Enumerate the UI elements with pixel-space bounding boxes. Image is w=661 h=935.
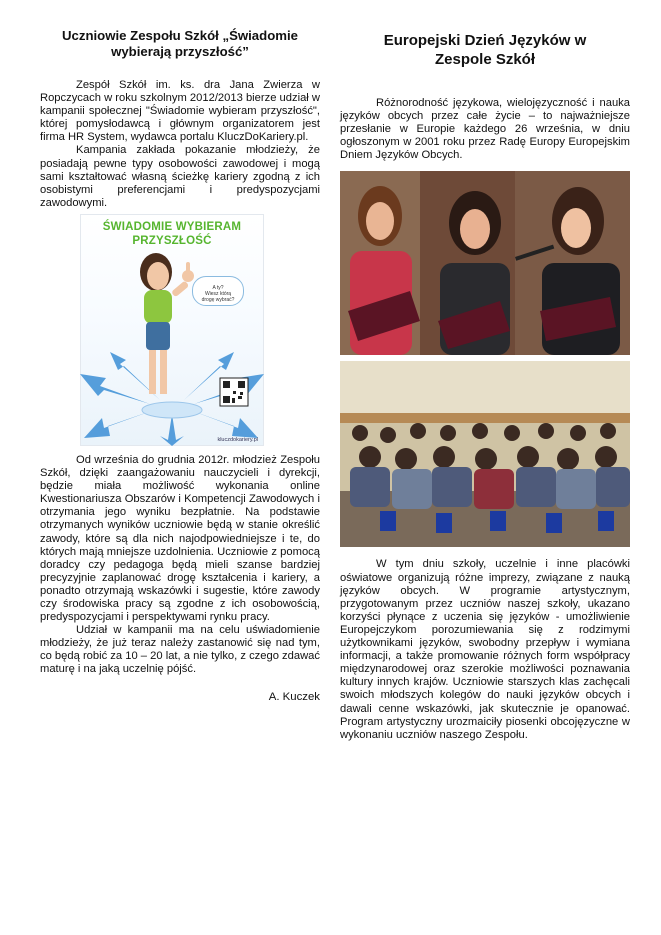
poster-illustration xyxy=(80,214,264,446)
photo-girls-reading xyxy=(340,171,630,355)
bubble-line1: A ty? xyxy=(212,284,224,291)
right-paragraph-2: W tym dniu szkoły, uczelnie i inne placówki oświatowe organizują różne imprezy, związane z nauką języków obcych. W programie artystycznym, przygotowanym przez uczniów naszej szkoły, ukazano korzyści płynące z uczenia się języków - umożliwienie Europejczykom porozumiewania się z rodzimymi użytkownikami języków, swobodny przepływ i wymiana informacji, a także promowanie różnych form współpracy międzynarodowej oraz szerokie możliwości poznawania kultury innych krajów. Uczniowie starszych klas zachęcali swoich młodszych kolegów do nauki języków obcych i dawali cenne wskazówki, jak skutecznie je opanować. Program artystyczny urozmaiciły piosenki obcojęzyczne w wykonaniu uczniów naszego Zespołu. xyxy=(340,558,630,741)
left-paragraph-1: Zespół Szkół im. ks. dra Jana Zwierza w Ropczycach w roku szkolnym 2012/2013 bierze udział w kampanii społecznej "Świadomie wybieram przyszłość", której pomysłodawcą i głównym organizatorem jest firma HR System, wydawca portalu KluczDoKariery.pl. xyxy=(40,79,320,144)
poster-footer-logo: kluczdokariery.pl xyxy=(217,436,258,443)
right-title-line2: Zespole Szkół xyxy=(434,51,536,68)
author-signature: A. Kuczek xyxy=(268,690,320,703)
left-paragraph-4: Udział w kampanii ma na celu uświadomienie młodzieży, że już teraz należy zastanowić się nad tym, co będą robić za 10 – 20 lat, a nie tylko, z czego zdawać maturę i na jaką uczelnię pójść. xyxy=(40,624,320,676)
left-article xyxy=(40,28,320,704)
campaign-poster xyxy=(80,214,264,446)
right-article-title xyxy=(340,31,630,69)
right-article xyxy=(340,28,630,742)
bubble-line3: drogę wybrać? xyxy=(201,296,235,303)
bubble-line2: Wiesz którą xyxy=(204,290,232,297)
photo-audience xyxy=(340,361,630,547)
left-paragraph-3: Od września do grudnia 2012r. młodzież Zespołu Szkół, dzięki zaangażowaniu nauczycieli i dyrekcji, będzie miała możliwość wykonania online Kwestionariusza Obszarów i Kompetencji Zawodowych i otrzymania jego wyniku bezpłatnie. Na podstawie otrzymanych wyników uczniowie będą w stanie określić zawody, które są dla nich najodpowiedniejsze i te, do których mają mniejsze uzdolnienia. Uczniowie z pomocą doradcy czy pedagoga będą mieli szanse bardziej precyzyjnie zaplanować drogę kształcenia i kariery, a ponadto otrzymają wskazówki i sugestie, które zawody czy środowiska pracy są zgodne z ich osobowością, predyspozycjami i perspektywami rynku pracy. xyxy=(40,453,320,624)
qr-code-icon xyxy=(220,378,248,406)
right-title-line1: Europejski Dzień Języków w xyxy=(383,32,587,49)
left-paragraph-2: Kampania zakłada pokazanie młodzieży, że posiadają pewne typy osobowości zawodowej i mogą sami kształtować własną ścieżkę kariery zgodną z ich osobistymi preferencjami i predyspozycjami zawodowymi. xyxy=(40,144,320,209)
poster-heading-line2: PRZYSZŁOŚĆ xyxy=(132,234,212,247)
poster-heading-line1: ŚWIADOMIE WYBIERAM xyxy=(102,220,242,233)
poster-speech-bubble xyxy=(192,276,244,306)
right-paragraph-1: Różnorodność językowa, wielojęzyczność i nauka języków obcych przez całe życie – to najważniejsze przesłanie w Europie każdego 26 września, w dniu ogłoszonym w 2001 roku przez Radę Europy Europejskim Dniem Języków Obcych. xyxy=(340,97,630,162)
left-article-title: Uczniowie Zespołu Szkół „Świadomie wybierają przyszłość” xyxy=(62,28,298,59)
girl-figure-icon xyxy=(140,253,194,394)
